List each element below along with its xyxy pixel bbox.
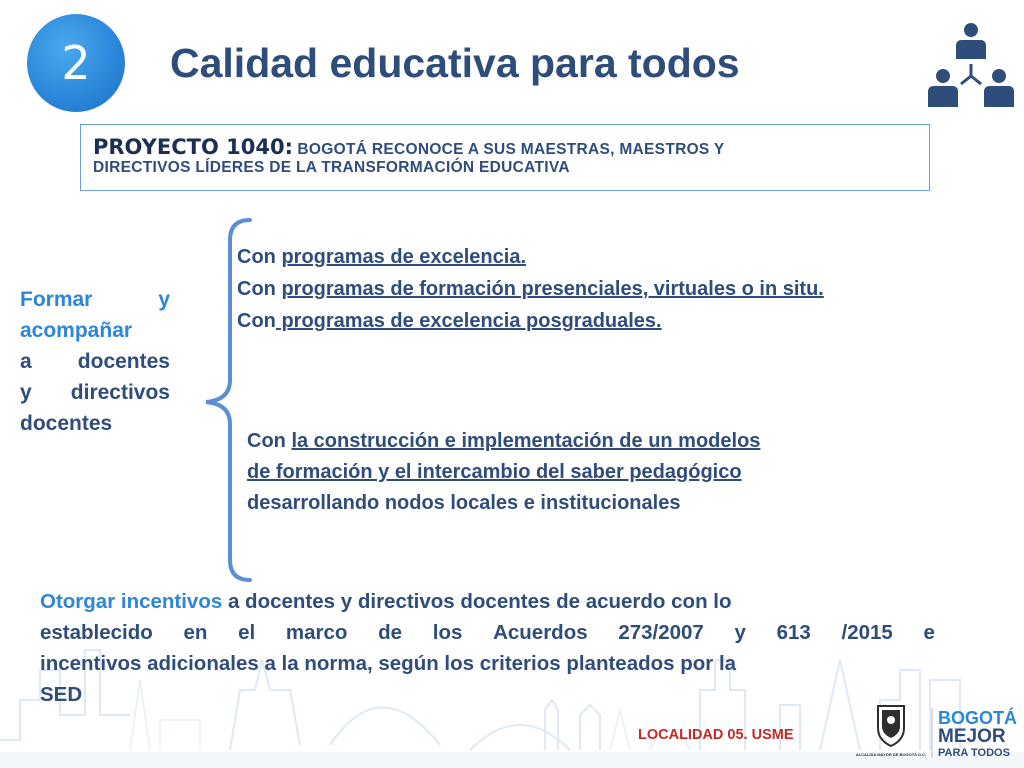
people-network-icon <box>925 20 1017 112</box>
project-label: PROYECTO 1040: <box>93 135 293 159</box>
section-number: 2 <box>61 36 91 90</box>
alcaldia-text: ALCALDÍA MAYOR DE BOGOTÁ D.C. <box>855 752 927 757</box>
program-prefix: Con <box>237 246 282 268</box>
program-prefix: Con <box>237 278 282 300</box>
incentives-word: establecido <box>40 621 153 644</box>
program-text: programas de formación presenciales, virtuales o in situ. <box>281 278 824 300</box>
left-line1-a: Formar <box>20 288 93 311</box>
left-column-text <box>20 284 170 439</box>
incentives-word: /2015 <box>841 621 893 644</box>
model-line3: desarrollando nodos locales e institucionales <box>247 492 681 514</box>
left-line5: docentes <box>20 412 113 435</box>
model-line1: la construcción e implementación de un modelos <box>291 430 761 452</box>
left-line1-b: y <box>158 288 170 311</box>
left-line3-a: a <box>20 350 32 373</box>
project-description-line2: DIRECTIVOS LÍDERES DE LA TRANSFORMACIÓN EDUCATIVA <box>93 159 570 176</box>
model-line2: de formación y el intercambio del saber pedagógico <box>247 461 742 483</box>
section-number-badge <box>27 14 125 112</box>
program-item <box>237 305 824 337</box>
coat-of-arms-icon <box>855 702 927 762</box>
program-text: programas de excelencia posgraduales. <box>275 310 662 332</box>
bogota-logo-line1: BOGOTÁ <box>938 708 1017 728</box>
incentives-line1: a docentes y directivos docentes de acuerdo con lo <box>222 590 732 613</box>
incentives-word: Acuerdos <box>493 621 588 644</box>
slide-title: Calidad educativa para todos <box>170 40 740 86</box>
left-line4-a: y <box>20 381 32 404</box>
left-line3-b: docentes <box>77 350 170 373</box>
model-prefix: Con <box>247 430 292 452</box>
bogota-logo-line3: PARA TODOS <box>938 747 1010 759</box>
incentives-highlight: Otorgar incentivos <box>40 590 223 613</box>
incentives-word: y <box>734 621 746 644</box>
program-item <box>237 241 824 273</box>
project-description-line1: BOGOTÁ RECONOCE A SUS MAESTRAS, MAESTROS Y <box>297 141 725 158</box>
incentives-word: marco <box>285 621 348 644</box>
incentives-word: 273/2007 <box>618 621 704 644</box>
incentives-paragraph <box>40 586 935 710</box>
programs-list <box>237 241 824 337</box>
incentives-word: en <box>183 621 208 644</box>
incentives-line4: SED <box>40 683 83 706</box>
left-line2: acompañar <box>20 319 133 342</box>
left-line4-b: directivos <box>70 381 170 404</box>
incentives-line3: incentivos adicionales a la norma, según los criterios planteados por la <box>40 652 737 675</box>
program-text: programas de excelencia. <box>281 246 527 268</box>
incentives-word: los <box>432 621 463 644</box>
bogota-logo-line2: MEJOR <box>938 726 1006 747</box>
program-item <box>237 273 824 305</box>
incentives-word: 613 <box>776 621 811 644</box>
bogota-mejor-logo <box>930 704 1020 762</box>
localidad-label: LOCALIDAD 05. USME <box>638 727 794 743</box>
incentives-word: e <box>923 621 935 644</box>
incentives-word: de <box>378 621 403 644</box>
model-paragraph <box>247 426 760 519</box>
project-box <box>80 124 930 191</box>
incentives-line2 <box>40 617 935 648</box>
program-prefix: Con <box>237 310 276 332</box>
incentives-word: el <box>238 621 256 644</box>
